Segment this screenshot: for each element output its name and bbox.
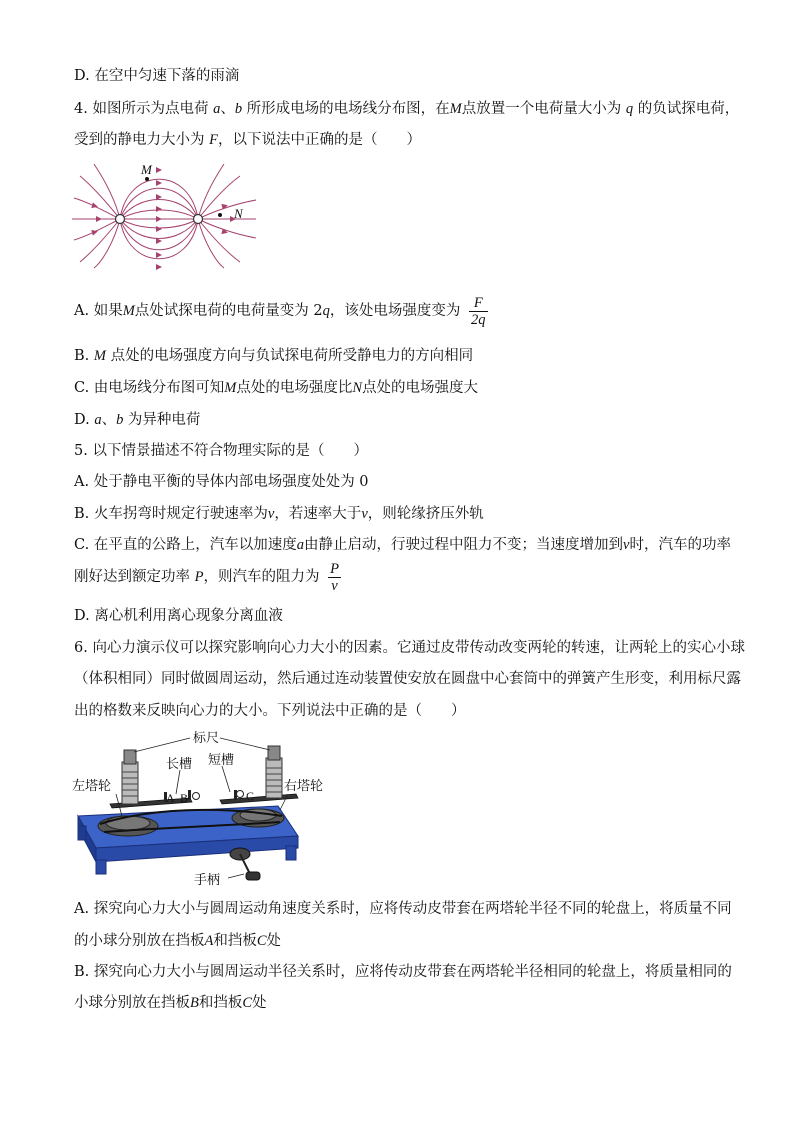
label-ruler: 标尺: [193, 731, 220, 746]
charge-a: [116, 215, 125, 224]
charge-b: [194, 215, 203, 224]
q4-option-a: A. 如果M点处试探电荷的电荷量变为 2q，该处电场强度变为 $\frac{F}{2q}$: [74, 294, 486, 328]
q6-stem-line-1: 6. 向心力演示仪可以探究影响向心力大小的因素。它通过皮带传动改变两轮的转速，让两轮上的实心小球: [74, 640, 745, 656]
q6-option-b-line-2: 小球分别放在挡板B和挡板C处: [74, 995, 267, 1011]
q6-option-a-line-1: A. 探究向心力大小与圆周运动角速度关系时，应将传动皮带套在两塔轮半径不同的轮盘上，将质量不同: [74, 901, 732, 917]
label-handle: 手柄: [194, 873, 221, 888]
q4-stem-line-1: 4. 如图所示为点电荷 a、b 所形成电场的电场线分布图，在M点放置一个电荷量大小为 q 的负试探电荷，: [74, 101, 740, 117]
label-b: B: [180, 791, 189, 805]
left-sleeve: [122, 762, 138, 804]
fraction-f-over-2q: $\frac{F}{2q}$: [471, 294, 486, 328]
q4-option-c: C. 由电场线分布图可知M点处的电场强度比N点处的电场强度大: [74, 380, 479, 396]
point-m: [145, 177, 149, 181]
short-slot: [220, 794, 298, 804]
q6-stem-line-2: （体积相同）同时做圆周运动，然后通过连动装置使安放在圆盘中心套筒中的弹簧产生形变，利用标尺露: [74, 671, 741, 687]
q5-stem: 5. 以下情景描述不符合物理实际的是（ ）: [74, 443, 368, 459]
label-right-wheel: 右塔轮: [284, 779, 324, 794]
q5-option-c-line-1: C. 在平直的公路上，汽车以加速度a由静止启动，行驶过程中阻力不变；当速度增加到v时，汽车的功率: [74, 537, 731, 553]
label-a: A: [166, 791, 175, 805]
label-left-wheel: 左塔轮: [72, 779, 112, 794]
q5-option-b: B. 火车拐弯时规定行驶速率为v，若速率大于v，则轮缘挤压外轨: [74, 506, 484, 522]
q4-field-line-figure: [70, 160, 260, 270]
label-m: M: [141, 162, 152, 177]
q5-option-c-line-2: 刚好达到额定功率 P，则汽车的阻力为 $\frac{P}{v}$: [74, 560, 339, 594]
q6-stem-line-3: 出的格数来反映向心力的大小。下列说法中正确的是（ ）: [74, 703, 466, 719]
q4-stem-line-2: 受到的静电力大小为 F，以下说法中正确的是（ ）: [74, 132, 421, 148]
fraction-p-over-v: $\frac{P}{v}$: [330, 560, 339, 594]
q4-option-b: B. M 点处的电场强度方向与负试探电荷所受静电力的方向相同: [74, 348, 474, 364]
label-short-slot: 短槽: [208, 753, 235, 768]
ball-c: [237, 791, 244, 798]
q6-option-a-line-2: 的小球分别放在挡板A和挡板C处: [74, 933, 282, 949]
q3-option-d: D. 在空中匀速下落的雨滴: [74, 68, 240, 84]
q6-option-b-line-1: B. 探究向心力大小与圆周运动半径关系时，应将传动皮带套在两塔轮半径相同的轮盘上，将质量相同的: [74, 964, 732, 980]
label-c: C: [246, 789, 255, 803]
q4-option-d: D. a、b 为异种电荷: [74, 412, 201, 428]
q6-apparatus-figure: [70, 728, 340, 890]
point-n: [218, 213, 222, 217]
q5-option-d: D. 离心机利用离心现象分离血液: [74, 608, 283, 624]
ball-b: [193, 793, 200, 800]
label-long-slot: 长槽: [166, 757, 193, 772]
handle: [246, 872, 260, 880]
q5-option-a: A. 处于静电平衡的导体内部电场强度处处为 0: [74, 474, 369, 490]
right-ruler: [268, 746, 280, 760]
label-n: N: [234, 206, 243, 221]
